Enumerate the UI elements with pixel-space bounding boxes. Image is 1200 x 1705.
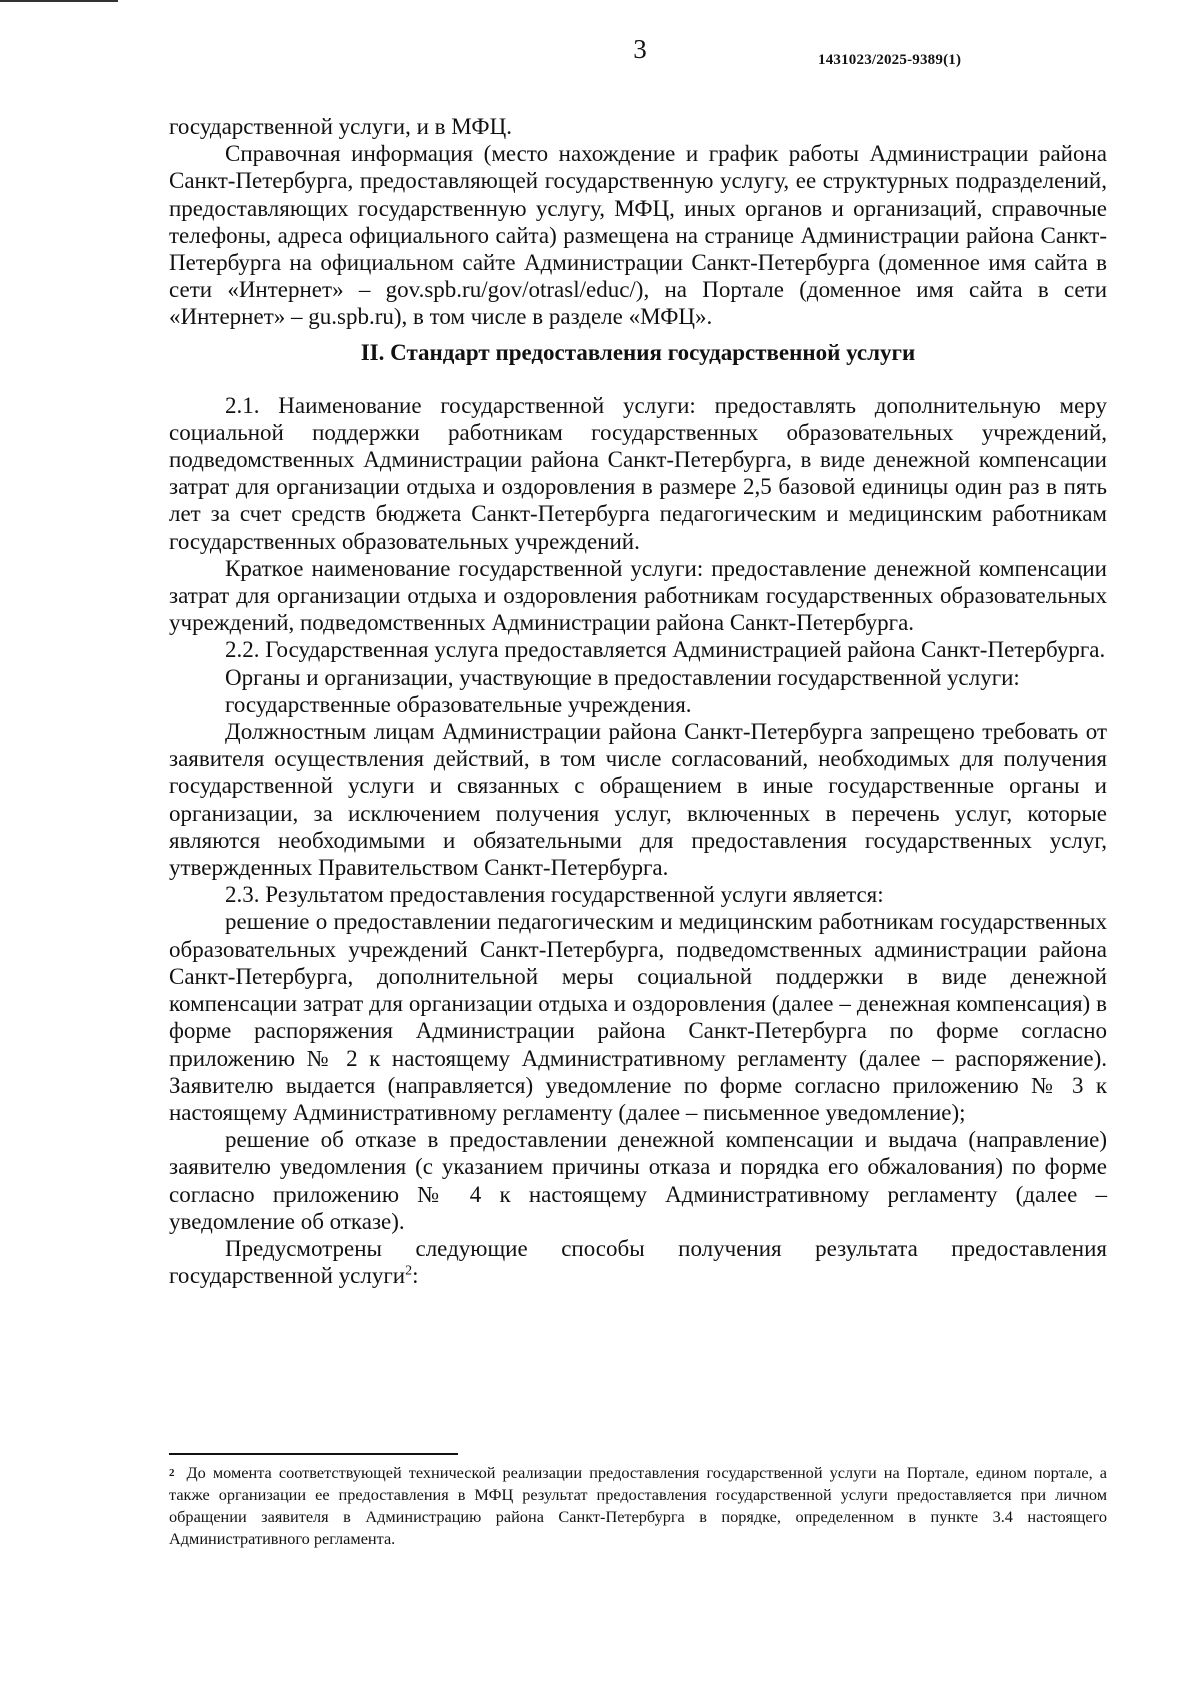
page-number: 3 [633,34,647,64]
paragraph: 2.1. Наименование государственной услуги: предоставлять дополнительную меру социальной поддержки работникам государственных образовательных учреждений, подведомственных Администрации района Санкт-Петербурга, в виде денежной компенсации затрат для организации отдыха и оздоровления в размере 2,5 базовой единицы один раз в пять лет за счет средств бюджета Санкт-Петербурга педагогическим и медицинским работникам государственных образовательных учреждений. [169,392,1107,554]
paragraph: решение об отказе в предоставлении денежной компенсации и выдача (направление) заявителю уведомления (с указанием причины отказа и порядка его обжалования) по форме согласно приложению № 4 к настоящему Административному регламенту (далее – уведомление об отказе). [169,1127,1107,1234]
paragraph: 2.3. Результатом предоставления государственной услуги является: [225,882,884,908]
paragraph: Краткое наименование государственной услуги: предоставление денежной компенсации затрат для организации отдыха и оздоровления работникам государственных образовательных учреждений, подведомственных Администрации района Санкт-Петербурга. [169,555,1107,636]
footnote-divider [169,1453,458,1455]
footnote-marker: 2 [169,1467,175,1479]
document-number: 1431023/2025-9389(1) [818,52,962,68]
paragraph-text: Предусмотрены следующие способы получения результата предоставления государственной услуги [169,1235,1107,1289]
paragraph: государственной услуги, и в МФЦ. [169,114,512,139]
paragraph: 2.2. Государственная услуга предоставляется Администрацией района Санкт-Петербурга. [225,637,1106,663]
footnote-reference[interactable]: 2 [405,1263,413,1279]
document-body [169,113,1107,1289]
footnote [169,1462,1107,1550]
paragraph: Органы и организации, участвующие в предоставлении государственной услуги: [225,664,1020,690]
paragraph: решение о предоставлении педагогическим и медицинским работникам государственных образовательных учреждений Санкт-Петербурга, подведомственных администрации района Санкт-Петербурга, дополнительной меры социальной поддержки в виде денежной компенсации затрат для организации отдыха и оздоровления (далее – денежная компенсация) в форме распоряжения Администрации района Санкт-Петербурга по форме согласно приложению № 2 к настоящему Административному регламенту (далее – распоряжение). Заявителю выдается (направляется) уведомление по форме согласно приложению № 3 к настоящему Административному регламенту (далее – письменное уведомление); [169,909,1107,1125]
paragraph [169,1235,1107,1289]
scan-edge-line [0,0,118,2]
footnote-text: До момента соответствующей технической реализации предоставления государственной услуги на Портале, едином портале, а также организации ее предоставления в МФЦ результат предоставления государственной услуги предоставляется при личном обращении заявителя в Администрацию района Санкт-Петербурга в порядке, определенном в пункте 3.4 настоящего Административного регламента. [169,1463,1107,1548]
paragraph: государственные образовательные учреждения. [225,691,692,717]
paragraph: Справочная информация (место нахождение и график работы Администрации района Санкт-Петербурга, предоставляющей государственную услугу, ее структурных подразделений, предоставляющих государственную услугу, МФЦ, иных органов и организаций, справочные телефоны, адреса официального сайта) размещена на странице Администрации района Санкт-Петербурга на официальном сайте Администрации Санкт-Петербурга (доменное имя сайта в сети «Интернет» – gov.spb.ru/gov/otrasl/educ/), на Портале (доменное имя сайта в сети «Интернет» – gu.spb.ru), в том числе в разделе «МФЦ». [169,141,1107,330]
section-title: II. Стандарт предоставления государственной услуги [360,339,916,365]
paragraph: Должностным лицам Администрации района Санкт-Петербурга запрещено требовать от заявителя осуществления действий, в том числе согласований, необходимых для получения государственной услуги и связанных с обращением в иные государственные органы и организации, за исключением получения услуг, включенных в перечень услуг, которые являются необходимыми и обязательными для предоставления государственных услуг, утвержденных Правительством Санкт-Петербурга. [169,719,1107,881]
paragraph-end: : [412,1263,419,1289]
